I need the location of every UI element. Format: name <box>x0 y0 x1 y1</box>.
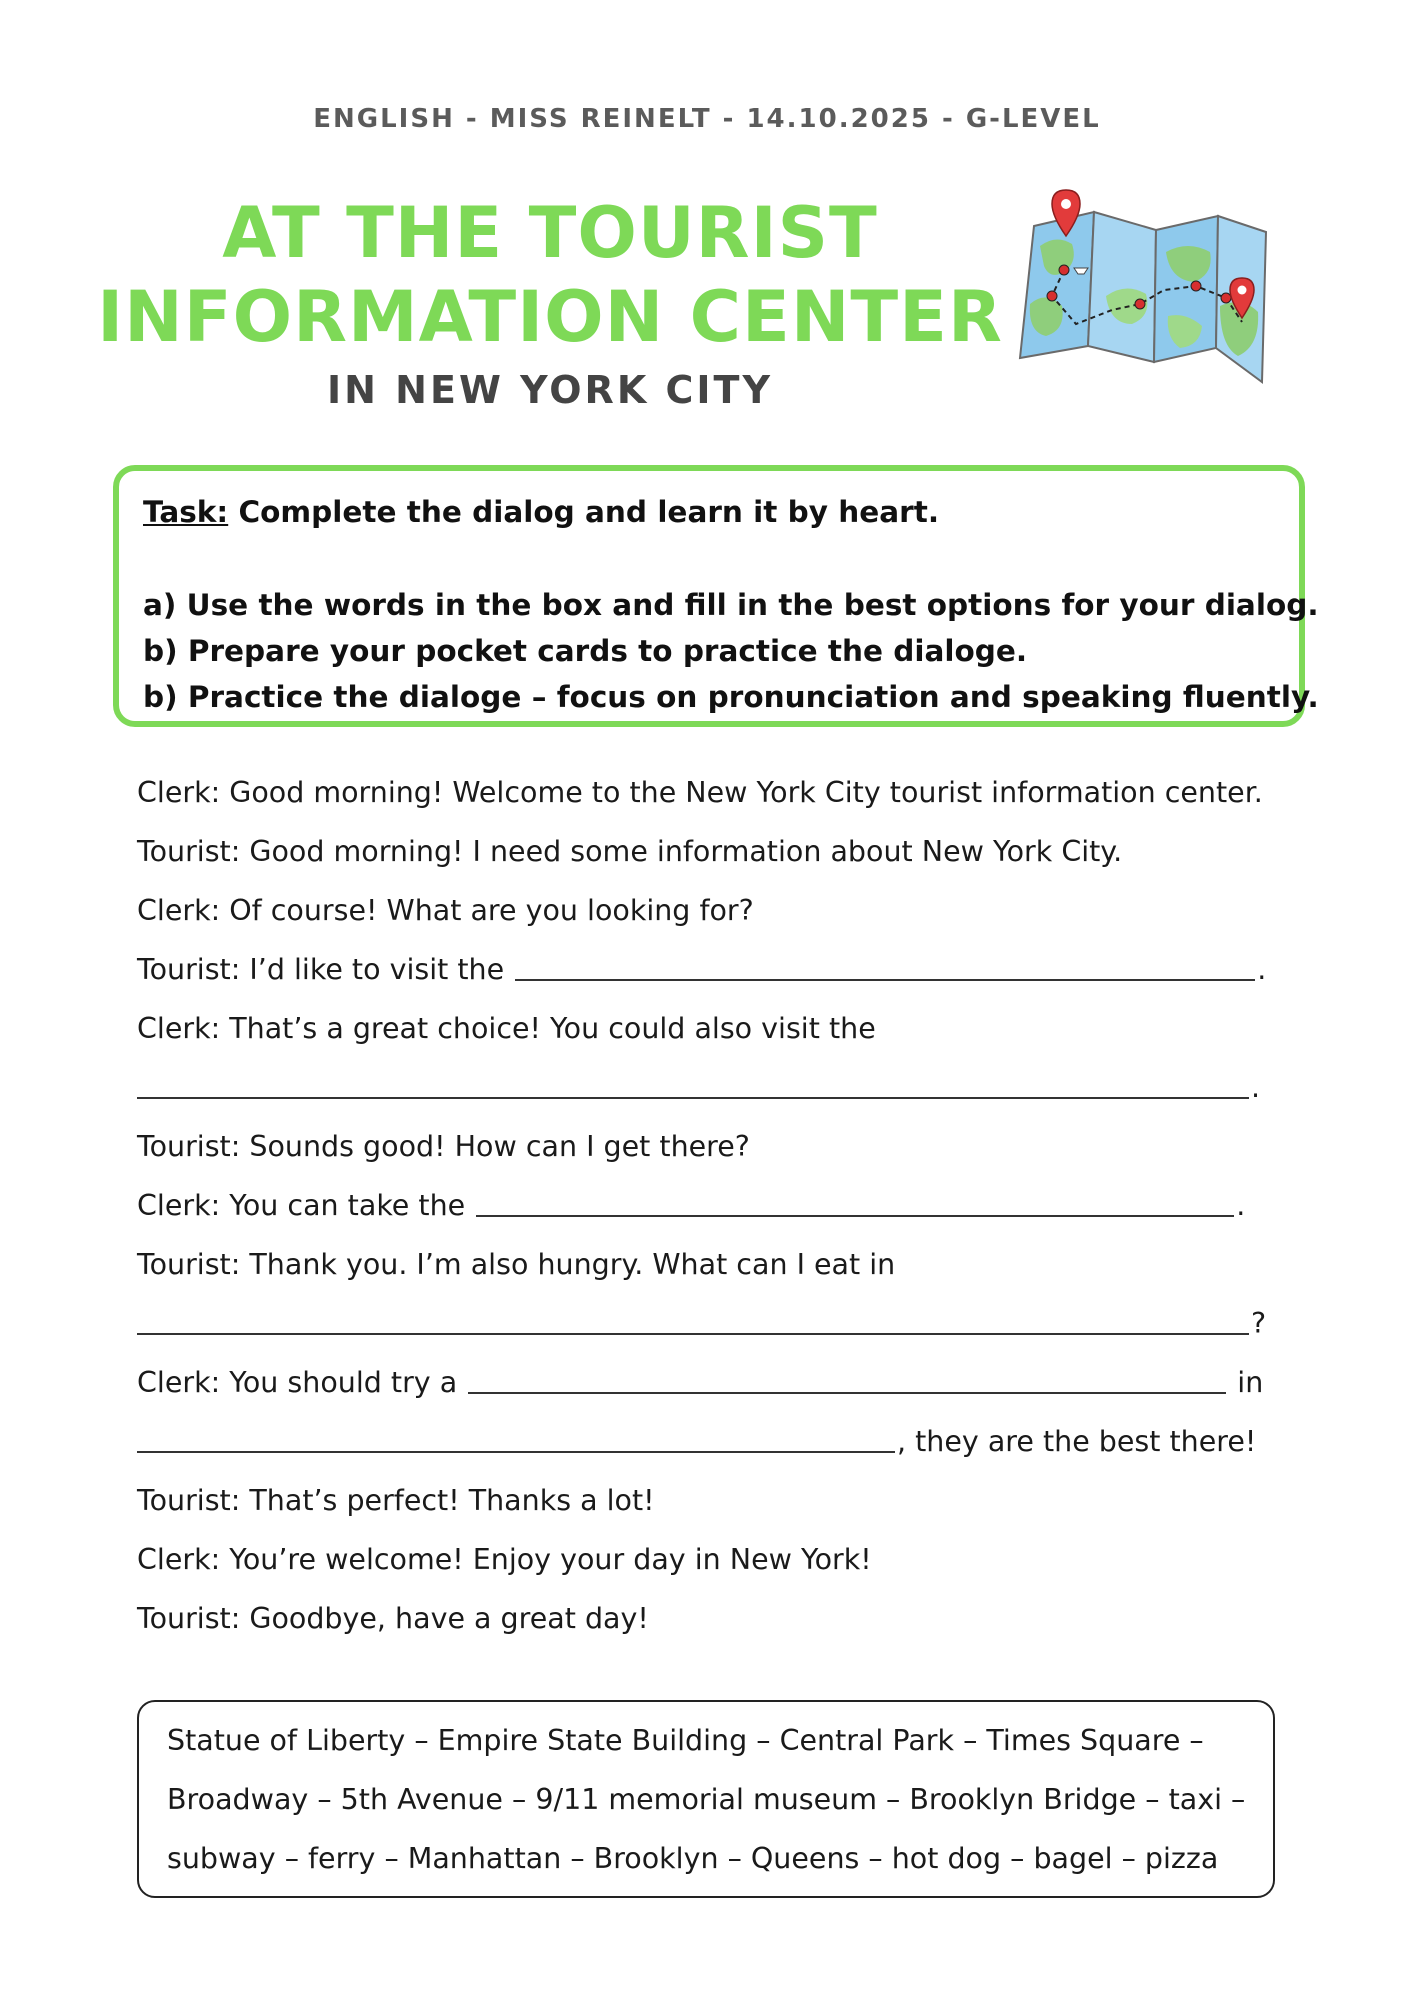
task-instruction <box>143 489 1299 535</box>
dialog-line <box>137 890 1287 949</box>
dialog-line-text: . <box>1236 1189 1246 1222</box>
dialog-line-text: ? <box>1251 1307 1267 1340</box>
dialog-line-text: Clerk: You can take the <box>137 1189 475 1222</box>
dialog-line <box>137 1362 1287 1421</box>
dialog-section <box>137 772 1287 1657</box>
fill-in-blank-transport[interactable] <box>476 1185 1234 1217</box>
dialog-line-text: Clerk: That’s a great choice! You could also visit the <box>137 1012 876 1045</box>
map-icon <box>1006 186 1274 398</box>
dialog-line <box>137 1067 1287 1126</box>
dialog-line-text: Tourist: Sounds good! How can I get there? <box>137 1130 750 1163</box>
dialog-line-text: Clerk: You’re welcome! Enjoy your day in New York! <box>137 1543 872 1576</box>
task-box <box>113 465 1319 727</box>
dialog-line-text: Tourist: That’s perfect! Thanks a lot! <box>137 1484 655 1517</box>
dialog-line <box>137 1539 1287 1598</box>
word-box-line: subway – ferry – Manhattan – Brooklyn – Queens – hot dog – bagel – pizza <box>167 1842 1219 1875</box>
dialog-line-text: . <box>1251 1071 1261 1104</box>
task-instruction-text: Complete the dialog and learn it by heart. <box>228 495 940 529</box>
dialog-line <box>137 831 1287 890</box>
worksheet-meta-line: ENGLISH - MISS REINELT - 14.10.2025 - G-LEVEL <box>313 104 1101 134</box>
dialog-line-text: . <box>1257 953 1267 986</box>
dialog-line-text: Tourist: Good morning! I need some information about New York City. <box>137 835 1123 868</box>
task-step-b: b) Prepare your pocket cards to practice the dialoge. <box>143 634 1028 668</box>
dialog-line <box>137 1008 1287 1067</box>
fill-in-blank-food[interactable] <box>468 1362 1226 1394</box>
task-step-a: a) Use the words in the box and fill in the best options for your dialog. <box>143 588 1319 622</box>
dialog-line <box>137 1421 1287 1480</box>
word-box <box>137 1700 1275 1898</box>
dialog-line <box>137 1185 1287 1244</box>
dialog-line-text: Tourist: I’d like to visit the <box>137 953 514 986</box>
dialog-line <box>137 772 1287 831</box>
dialog-line <box>137 1303 1287 1362</box>
dialog-line-text: in <box>1228 1366 1264 1399</box>
dialog-line-text: Clerk: Of course! What are you looking for? <box>137 894 754 927</box>
fill-in-blank-second-sight[interactable] <box>137 1067 1249 1099</box>
dialog-line <box>137 1480 1287 1539</box>
worksheet-title-line1: AT THE TOURIST <box>222 192 878 274</box>
word-box-line: Broadway – 5th Avenue – 9/11 memorial museum – Brooklyn Bridge – taxi – <box>167 1783 1246 1816</box>
fill-in-blank-borough[interactable] <box>137 1303 1249 1335</box>
word-box-line: Statue of Liberty – Empire State Building – Central Park – Times Square – <box>167 1724 1204 1757</box>
dialog-line-text: Clerk: You should try a <box>137 1366 467 1399</box>
dialog-line-text: Tourist: Thank you. I’m also hungry. What can I eat in <box>137 1248 896 1281</box>
task-label: Task: <box>143 495 229 529</box>
dialog-line-text: Clerk: Good morning! Welcome to the New York City tourist information center. <box>137 776 1263 809</box>
worksheet-subtitle: IN NEW YORK CITY <box>327 368 773 412</box>
dialog-line <box>137 1126 1287 1185</box>
task-step-c: b) Practice the dialoge – focus on pronunciation and speaking fluently. <box>143 680 1319 714</box>
fill-in-blank-sight[interactable] <box>515 949 1255 981</box>
dialog-line <box>137 1244 1287 1303</box>
fill-in-blank-food-borough[interactable] <box>137 1421 895 1453</box>
dialog-line-text: Tourist: Goodbye, have a great day! <box>137 1602 649 1635</box>
dialog-line <box>137 1598 1287 1657</box>
dialog-line-text: , they are the best there! <box>897 1425 1257 1458</box>
worksheet-title-line2: INFORMATION CENTER <box>97 276 1003 358</box>
dialog-line <box>137 949 1287 1008</box>
